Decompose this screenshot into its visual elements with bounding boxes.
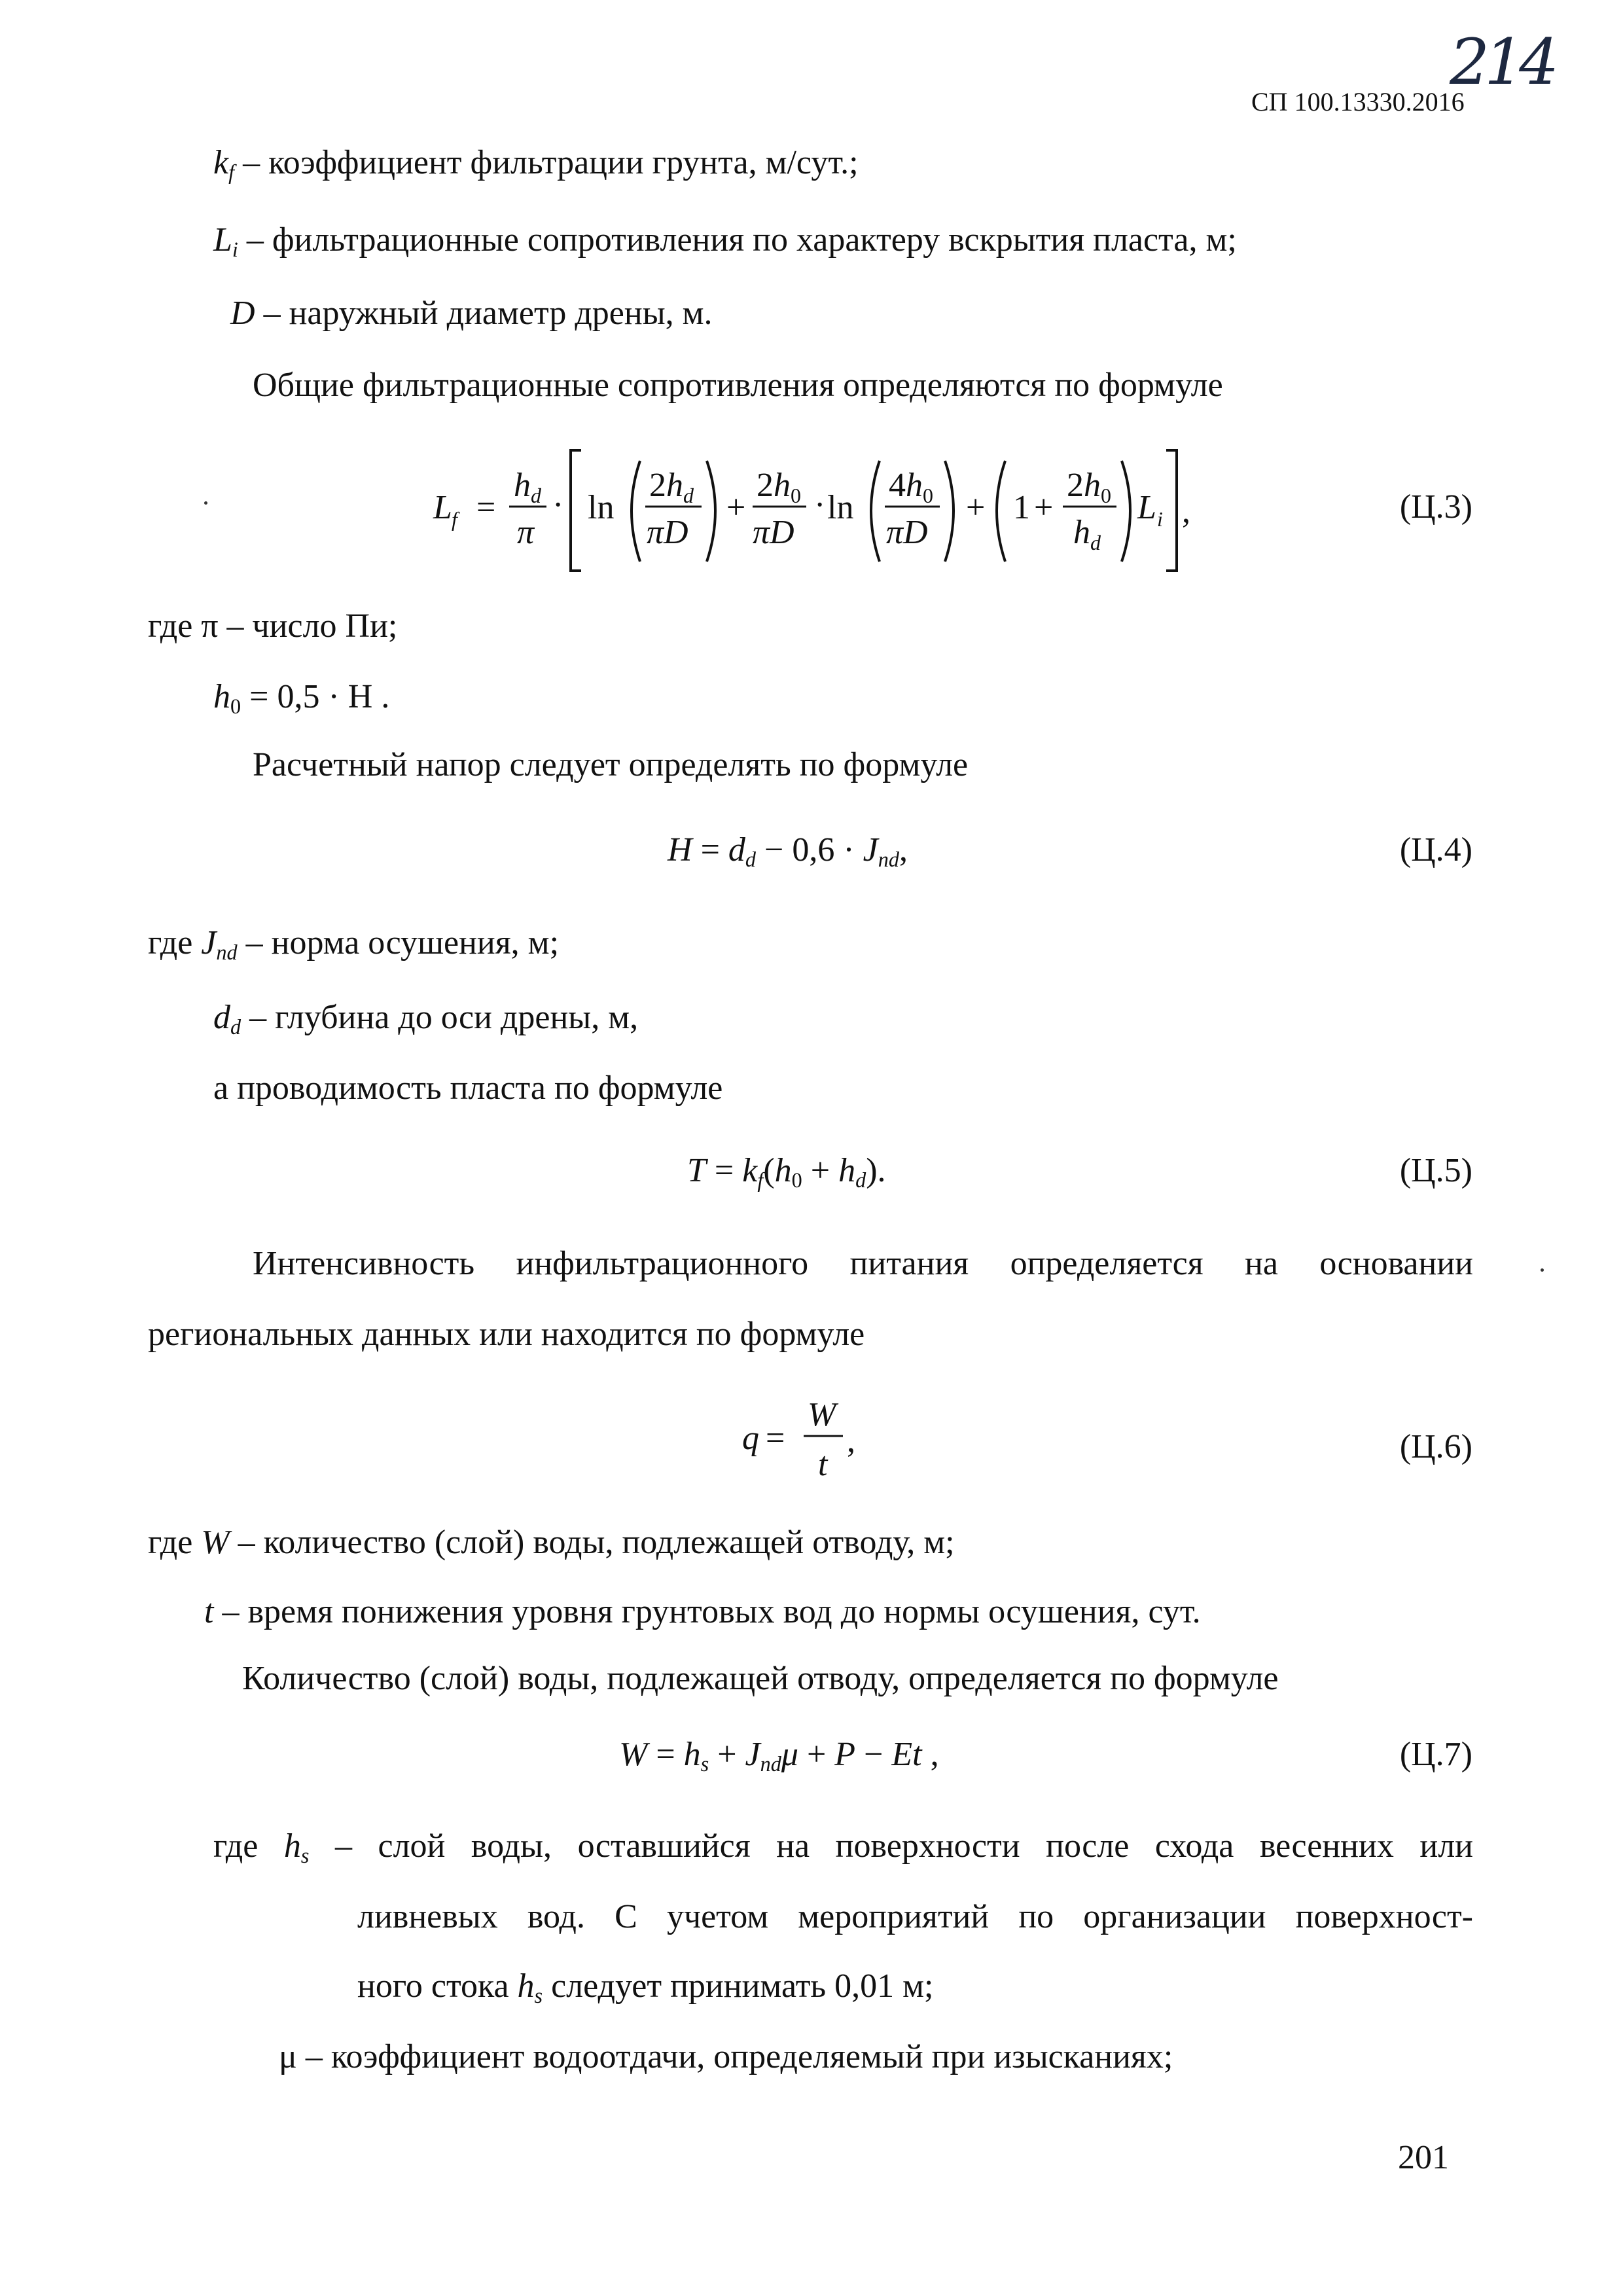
definition-li: $L_i$ – фильтрационные сопротивления по характеру вскрытия пласта, м; (213, 221, 1237, 262)
svg-text:ln: ln (827, 489, 854, 526)
definition-kf: $k_f$ – коэффициент фильтрации грунта, м/сут.; (213, 144, 859, 185)
svg-text:d: d (531, 484, 541, 507)
t-definition: t – время понижения уровня грунтовых вод до нормы осушения, сут. (204, 1593, 1201, 1630)
equation-c3 (412, 433, 1198, 584)
paragraph-conductivity: а проводимость пласта по формуле (213, 1069, 723, 1107)
svg-text:h: h (1073, 514, 1090, 551)
svg-text:h: h (906, 467, 923, 504)
stray-dot (1541, 1268, 1544, 1272)
document-code: СП 100.13330.2016 (1251, 87, 1465, 117)
paragraph-general-resistance: Общие фильтрационные сопротивления определяются по формуле (253, 367, 1223, 404)
svg-text:h: h (514, 467, 531, 504)
svg-text:0: 0 (1101, 484, 1111, 507)
svg-text:d: d (683, 484, 694, 507)
svg-text:=: = (766, 1420, 785, 1457)
eq6-number: (Ц.6) (1399, 1428, 1472, 1465)
page-number: 201 (1398, 2139, 1449, 2176)
svg-text:2: 2 (1067, 467, 1084, 504)
svg-text:d: d (1090, 531, 1101, 554)
svg-text:h: h (1084, 467, 1101, 504)
eq3-equals: = (476, 489, 496, 526)
svg-text:q: q (742, 1420, 759, 1457)
stray-dot (204, 501, 207, 505)
eq7-number: (Ц.7) (1399, 1736, 1472, 1773)
svg-text:i: i (1157, 507, 1163, 531)
paragraph-water-quantity: Количество (слой) воды, подлежащей отводу, определяется по формуле (242, 1660, 1279, 1697)
svg-text:L: L (1137, 489, 1156, 526)
svg-text:0: 0 (923, 484, 933, 507)
svg-text:h: h (666, 467, 683, 504)
mu-definition: μ – коэффициент водоотдачи, определяемый при изысканиях; (279, 2038, 1173, 2075)
svg-text:+: + (966, 489, 986, 526)
eq4-number: (Ц.4) (1399, 831, 1472, 869)
hs-definition-line1: где $h_s$ – слой воды, оставшийся на поверхности после схода весенних или (213, 1827, 1474, 1868)
equation-c7: $W = h_s + J_{nd}\mu + P - Et$ , (619, 1736, 939, 1776)
svg-text:·: · (552, 486, 564, 524)
eq3-lf-sub: f (452, 507, 457, 531)
svg-text:πD: πD (647, 514, 688, 551)
svg-text:2: 2 (757, 467, 774, 504)
svg-text:·: · (814, 486, 826, 524)
where-pi: где π – число Пи; (148, 607, 398, 645)
svg-text:2: 2 (649, 467, 666, 504)
svg-text:W: W (808, 1396, 836, 1433)
svg-text:t: t (818, 1446, 828, 1483)
equation-c5: $T = k_f(h_0 + h_d)$. (687, 1152, 886, 1193)
paragraph-intensity-line2: региональных данных или находится по формуле (148, 1316, 865, 1353)
eq3-lf: L (433, 489, 452, 526)
svg-text:,: , (847, 1422, 855, 1460)
svg-text:0: 0 (791, 484, 801, 507)
svg-text:πD: πD (753, 514, 794, 551)
dd-definition: $d_d$ – глубина до оси дрены, м, (213, 999, 639, 1039)
svg-text:+: + (1034, 489, 1054, 526)
svg-text:h: h (774, 467, 791, 504)
eq5-number: (Ц.5) (1399, 1152, 1472, 1189)
svg-text:1: 1 (1013, 489, 1030, 526)
where-jnd: где $J_{nd}$ – норма осушения, м; (148, 924, 560, 965)
equation-c6 (740, 1386, 897, 1498)
eq3-number: (Ц.3) (1399, 488, 1472, 526)
paragraph-design-head: Расчетный напор следует определять по формуле (253, 746, 969, 783)
equation-c4: $H = d_d - 0,6 \cdot J_{nd}$, (668, 831, 908, 872)
svg-text:+: + (726, 489, 746, 526)
definition-d: D – наружный диаметр дрены, м. (230, 295, 713, 332)
where-w: где W – количество (слой) воды, подлежащей отводу, м; (148, 1524, 955, 1561)
svg-text:4: 4 (889, 467, 906, 504)
svg-text:πD: πD (886, 514, 928, 551)
handwritten-page-stamp: 214 (1450, 26, 1554, 99)
hs-definition-line3: ного стока $h_s$ следует принимать 0,01 м; (357, 1967, 934, 2008)
svg-text:,: , (1182, 493, 1190, 530)
hs-definition-line2: ливневых вод. С учетом мероприятий по организации поверхност- (357, 1898, 1473, 1935)
svg-text:π: π (517, 514, 535, 551)
paragraph-intensity-line1: Интенсивность инфильтрационного питания определяется на основании (253, 1245, 1473, 1282)
h0-definition: $h_0 = 0,5 \cdot H$ . (213, 678, 390, 719)
svg-text:ln: ln (588, 489, 615, 526)
